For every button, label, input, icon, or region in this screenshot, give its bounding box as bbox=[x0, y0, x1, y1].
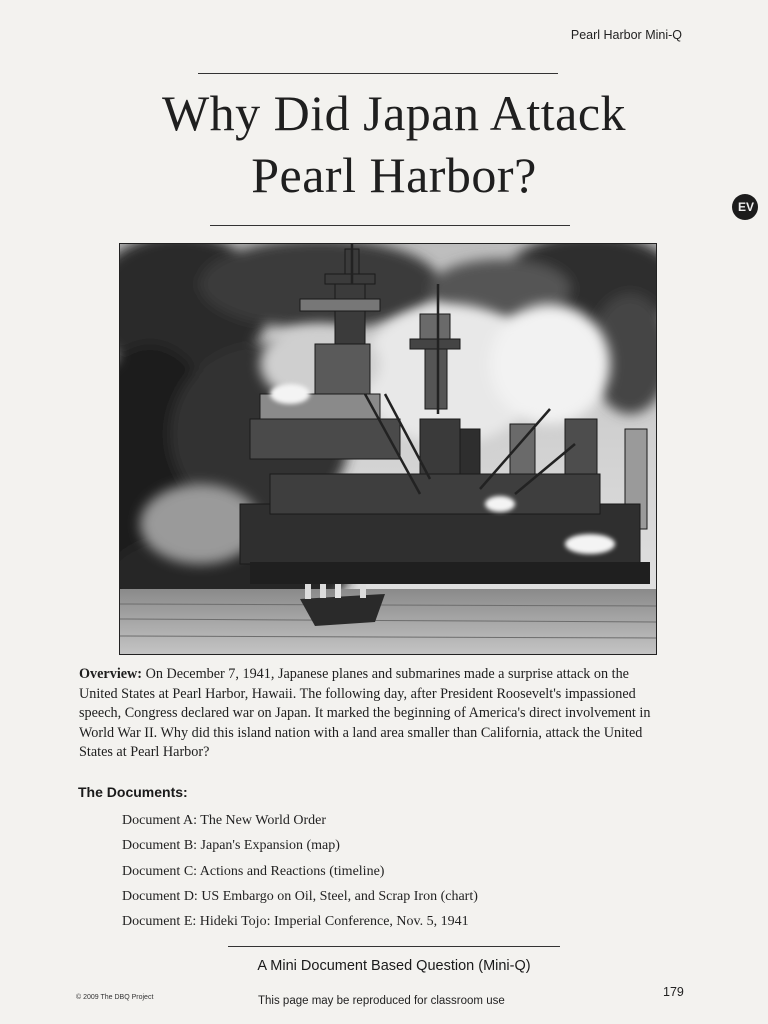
page-title-line2: Pearl Harbor? bbox=[251, 147, 537, 203]
page-title-line1: Why Did Japan Attack bbox=[161, 85, 627, 141]
document-item-d: Document D: US Embargo on Oil, Steel, and Scrap Iron (chart) bbox=[122, 888, 478, 904]
footer-rule bbox=[228, 946, 560, 947]
title-rule-bottom bbox=[210, 225, 570, 226]
copyright-notice: © 2009 The DBQ Project bbox=[76, 994, 154, 1001]
reproduce-note: This page may be reproduced for classroom use bbox=[258, 995, 505, 1007]
footer-title: A Mini Document Based Question (Mini-Q) bbox=[257, 958, 531, 974]
documents-list bbox=[122, 808, 478, 934]
document-item-c: Document C: Actions and Reactions (timeline) bbox=[122, 863, 385, 879]
title-rule-top bbox=[198, 73, 558, 74]
document-item-b: Document B: Japan's Expansion (map) bbox=[122, 838, 340, 854]
documents-heading: The Documents: bbox=[78, 784, 188, 800]
overview-paragraph bbox=[79, 665, 659, 763]
battleship-photo-illustration bbox=[120, 244, 656, 654]
page-number: 179 bbox=[663, 985, 684, 999]
header-tag: Pearl Harbor Mini-Q bbox=[570, 28, 682, 42]
document-item-a: Document A: The New World Order bbox=[122, 813, 327, 828]
battleship-photo bbox=[119, 243, 657, 655]
overview-text: On December 7, 1941, Japanese planes and submarines made a surprise attack on the United States at Pearl Harbor, Hawaii. The following day, after President Roosevelt's impassioned speech, Congress declared war on Japan. It marked the beginning of America's direct involvement in World War II. Why did this island nation with a land area smaller than California, attack the United States at Pearl Harbor? bbox=[79, 666, 651, 760]
document-item-e: Document E: Hideki Tojo: Imperial Conference, Nov. 5, 1941 bbox=[122, 914, 469, 930]
page-title bbox=[0, 82, 768, 206]
overview-label: Overview: bbox=[79, 666, 143, 682]
side-tab-badge: EV bbox=[732, 194, 758, 220]
